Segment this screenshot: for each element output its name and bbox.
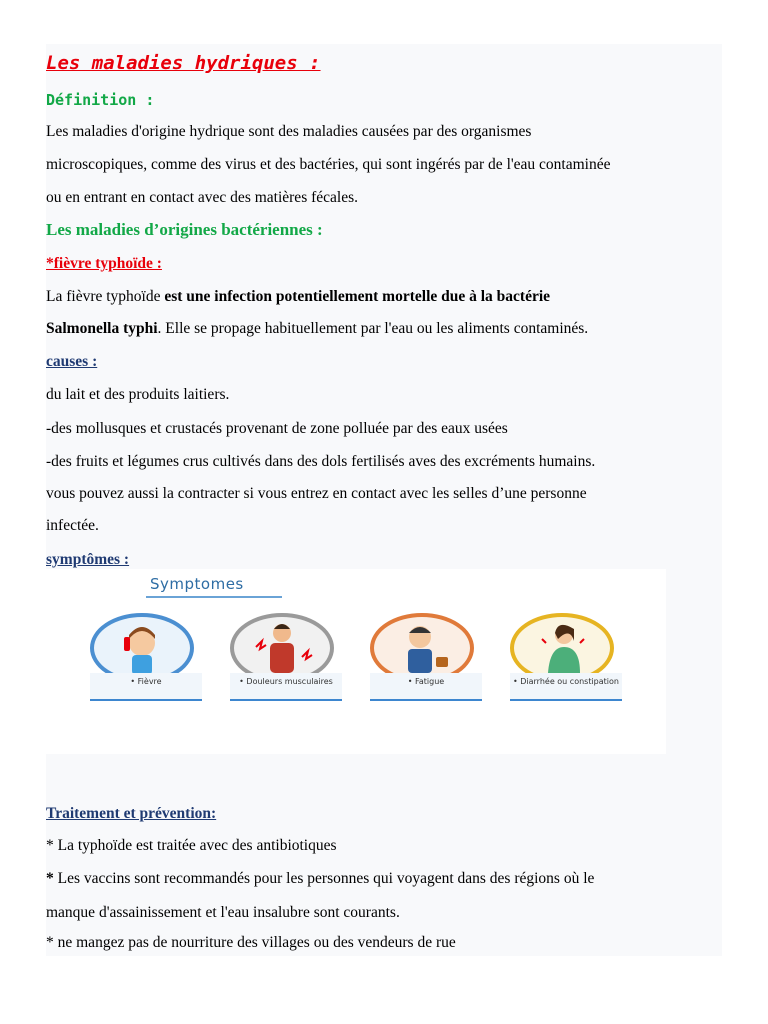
definition-line: microscopiques, comme des virus et des bactéries, qui sont ingérés par de l'eau contaminée (46, 156, 611, 173)
typhoid-text: La fièvre typhoïde (46, 288, 165, 305)
treatment-line: manque d'assainissement et l'eau insalubre sont courants. (46, 904, 400, 921)
symptoms-heading: symptômes : (46, 551, 130, 568)
definition-line: Les maladies d'origine hydrique sont des maladies causées par des organismes (46, 123, 532, 140)
page-title: Les maladies hydriques : (46, 52, 321, 74)
symptom-label: • Fièvre (90, 673, 202, 701)
cause-line: du lait et des produits laitiers. (46, 386, 230, 403)
treatment-line: * ne mangez pas de nourriture des villages ou des vendeurs de rue (46, 934, 456, 951)
symptom-fever (90, 613, 202, 705)
treatment-line: * La typhoïde est traitée avec des antibiotiques (46, 837, 337, 854)
title-underline (146, 596, 282, 598)
symptom-muscle-pain (230, 613, 342, 705)
definition-line: ou en entrant en contact avec des matières fécales. (46, 189, 358, 206)
typhoid-bold-text: est une infection potentiellement mortelle due à la bactérie (164, 288, 551, 305)
bacteria-name: Salmonella typhi (46, 320, 158, 337)
symptoms-infographic (46, 569, 666, 754)
cause-line: -des mollusques et crustacés provenant de zone polluée par des eaux usées (46, 420, 508, 437)
definition-heading: Définition : (46, 91, 155, 109)
treatment-heading: Traitement et prévention: (46, 805, 217, 822)
document-page (46, 44, 722, 956)
symptom-fatigue (370, 613, 482, 705)
causes-heading: causes : (46, 353, 98, 370)
typhoid-heading: *fièvre typhoïde : (46, 255, 162, 272)
cause-line: infectée. (46, 517, 99, 534)
bullet-star: * (46, 870, 54, 887)
typhoid-paragraph-line1 (46, 288, 550, 306)
treatment-line: * Les vaccins sont recommandés pour les personnes qui voyagent dans des régions où le (46, 870, 595, 887)
cause-line: -des fruits et légumes crus cultivés dans des dols fertilisés aves des excréments humains. (46, 453, 596, 470)
typhoid-paragraph-line2 (46, 320, 588, 338)
symptom-label: • Diarrhée ou constipation (510, 673, 622, 701)
symptom-label: • Douleurs musculaires (230, 673, 342, 701)
bacterial-diseases-heading: Les maladies d’origines bactériennes : (46, 220, 323, 239)
cause-line: vous pouvez aussi la contracter si vous entrez en contact avec les selles d’une personne (46, 485, 587, 502)
symptom-label: • Fatigue (370, 673, 482, 701)
symptom-diarrhea (510, 613, 622, 705)
typhoid-text: . Elle se propage habituellement par l'eau ou les aliments contaminés. (157, 320, 589, 337)
infographic-title: Symptomes (150, 575, 244, 593)
